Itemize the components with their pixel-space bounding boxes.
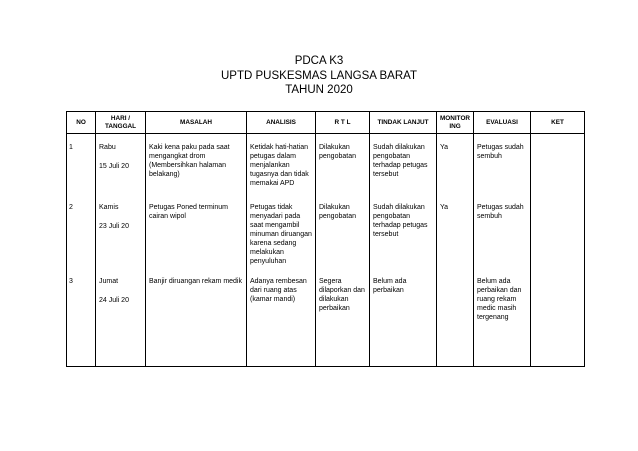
row-3-tindak-lanjut: Belum ada perbaikan (373, 278, 407, 294)
header-evaluasi: EVALUASI (474, 112, 531, 134)
col-tindak-lanjut (370, 134, 437, 367)
header-no: NO (67, 112, 96, 134)
row-1-tindak-lanjut: Sudah dilakukan pengobatan terhadap petugas tersebut (373, 144, 428, 178)
row-2-analisis: Petugas tidak menyadari pada saat mengambil minuman diruangan karena sedang melakukan penyuluhan (250, 204, 312, 265)
table-body-row (67, 134, 585, 367)
document-title (0, 54, 638, 98)
row-2-day: Kamis (99, 204, 119, 211)
row-3-evaluasi: Belum ada perbaikan dan ruang rekam medic masih tergenang (477, 278, 522, 321)
title-line-2: UPTD PUSKESMAS LANGSA BARAT (221, 69, 417, 82)
header-analisis: ANALISIS (247, 112, 316, 134)
header-hari-tanggal: HARI / TANGGAL (96, 112, 146, 134)
row-3-masalah: Banjir diruangan rekam medik (149, 278, 242, 285)
row-1-hari-tanggal (99, 143, 143, 171)
col-masalah (146, 134, 247, 367)
header-monitoring: MONITOR ING (437, 112, 474, 134)
row-3-hari-tanggal (99, 277, 143, 305)
row-1-no: 1 (69, 144, 73, 151)
pdca-table (66, 111, 585, 367)
row-2-monitoring: Ya (440, 204, 449, 211)
row-3-no: 3 (69, 278, 73, 285)
row-3-rtl: Segera dilaporkan dan dilakukan perbaikan (319, 278, 365, 312)
col-ket (531, 134, 585, 367)
row-1-rtl: Dilakukan pengobatan (319, 144, 356, 160)
col-rtl (316, 134, 370, 367)
col-evaluasi (474, 134, 531, 367)
header-ket: KET (531, 112, 585, 134)
col-hari-tanggal (96, 134, 146, 367)
table-header-row (67, 112, 585, 134)
title-line-1: PDCA K3 (294, 55, 344, 67)
col-no (67, 134, 96, 367)
row-2-masalah: Petugas Poned terminum cairan wipol (149, 204, 228, 220)
row-2-evaluasi: Petugas sudah sembuh (477, 204, 524, 220)
row-1-analisis: Ketidak hati-hatian petugas dalam menjalankan tugasnya dan tidak memakai APD (250, 144, 309, 187)
row-1-monitoring: Ya (440, 144, 449, 151)
row-2-no: 2 (69, 204, 73, 211)
row-2-rtl: Dilakukan pengobatan (319, 204, 356, 220)
row-2-hari-tanggal (99, 203, 143, 231)
row-3-day: Jumat (99, 278, 119, 285)
row-1-day: Rabu (99, 144, 116, 151)
row-1-masalah: Kaki kena paku pada saat mengangkat drom (Membersihkan halaman belakang) (149, 144, 230, 178)
header-masalah: MASALAH (146, 112, 247, 134)
col-monitoring (437, 134, 474, 367)
col-analisis (247, 134, 316, 367)
row-2-date: 23 Juli 20 (99, 223, 129, 230)
title-line-3: TAHUN 2020 (285, 84, 353, 96)
row-1-evaluasi: Petugas sudah sembuh (477, 144, 524, 160)
row-2-tindak-lanjut: Sudah dilakukan pengobatan terhadap petugas tersebut (373, 204, 428, 238)
header-rtl: R T L (316, 112, 370, 134)
row-3-analisis: Adanya rembesan dari ruang atas (kamar mandi) (250, 278, 307, 303)
row-1-date: 15 Juli 20 (99, 163, 129, 170)
header-tindak-lanjut: TINDAK LANJUT (370, 112, 437, 134)
row-3-date: 24 Juli 20 (99, 297, 129, 304)
